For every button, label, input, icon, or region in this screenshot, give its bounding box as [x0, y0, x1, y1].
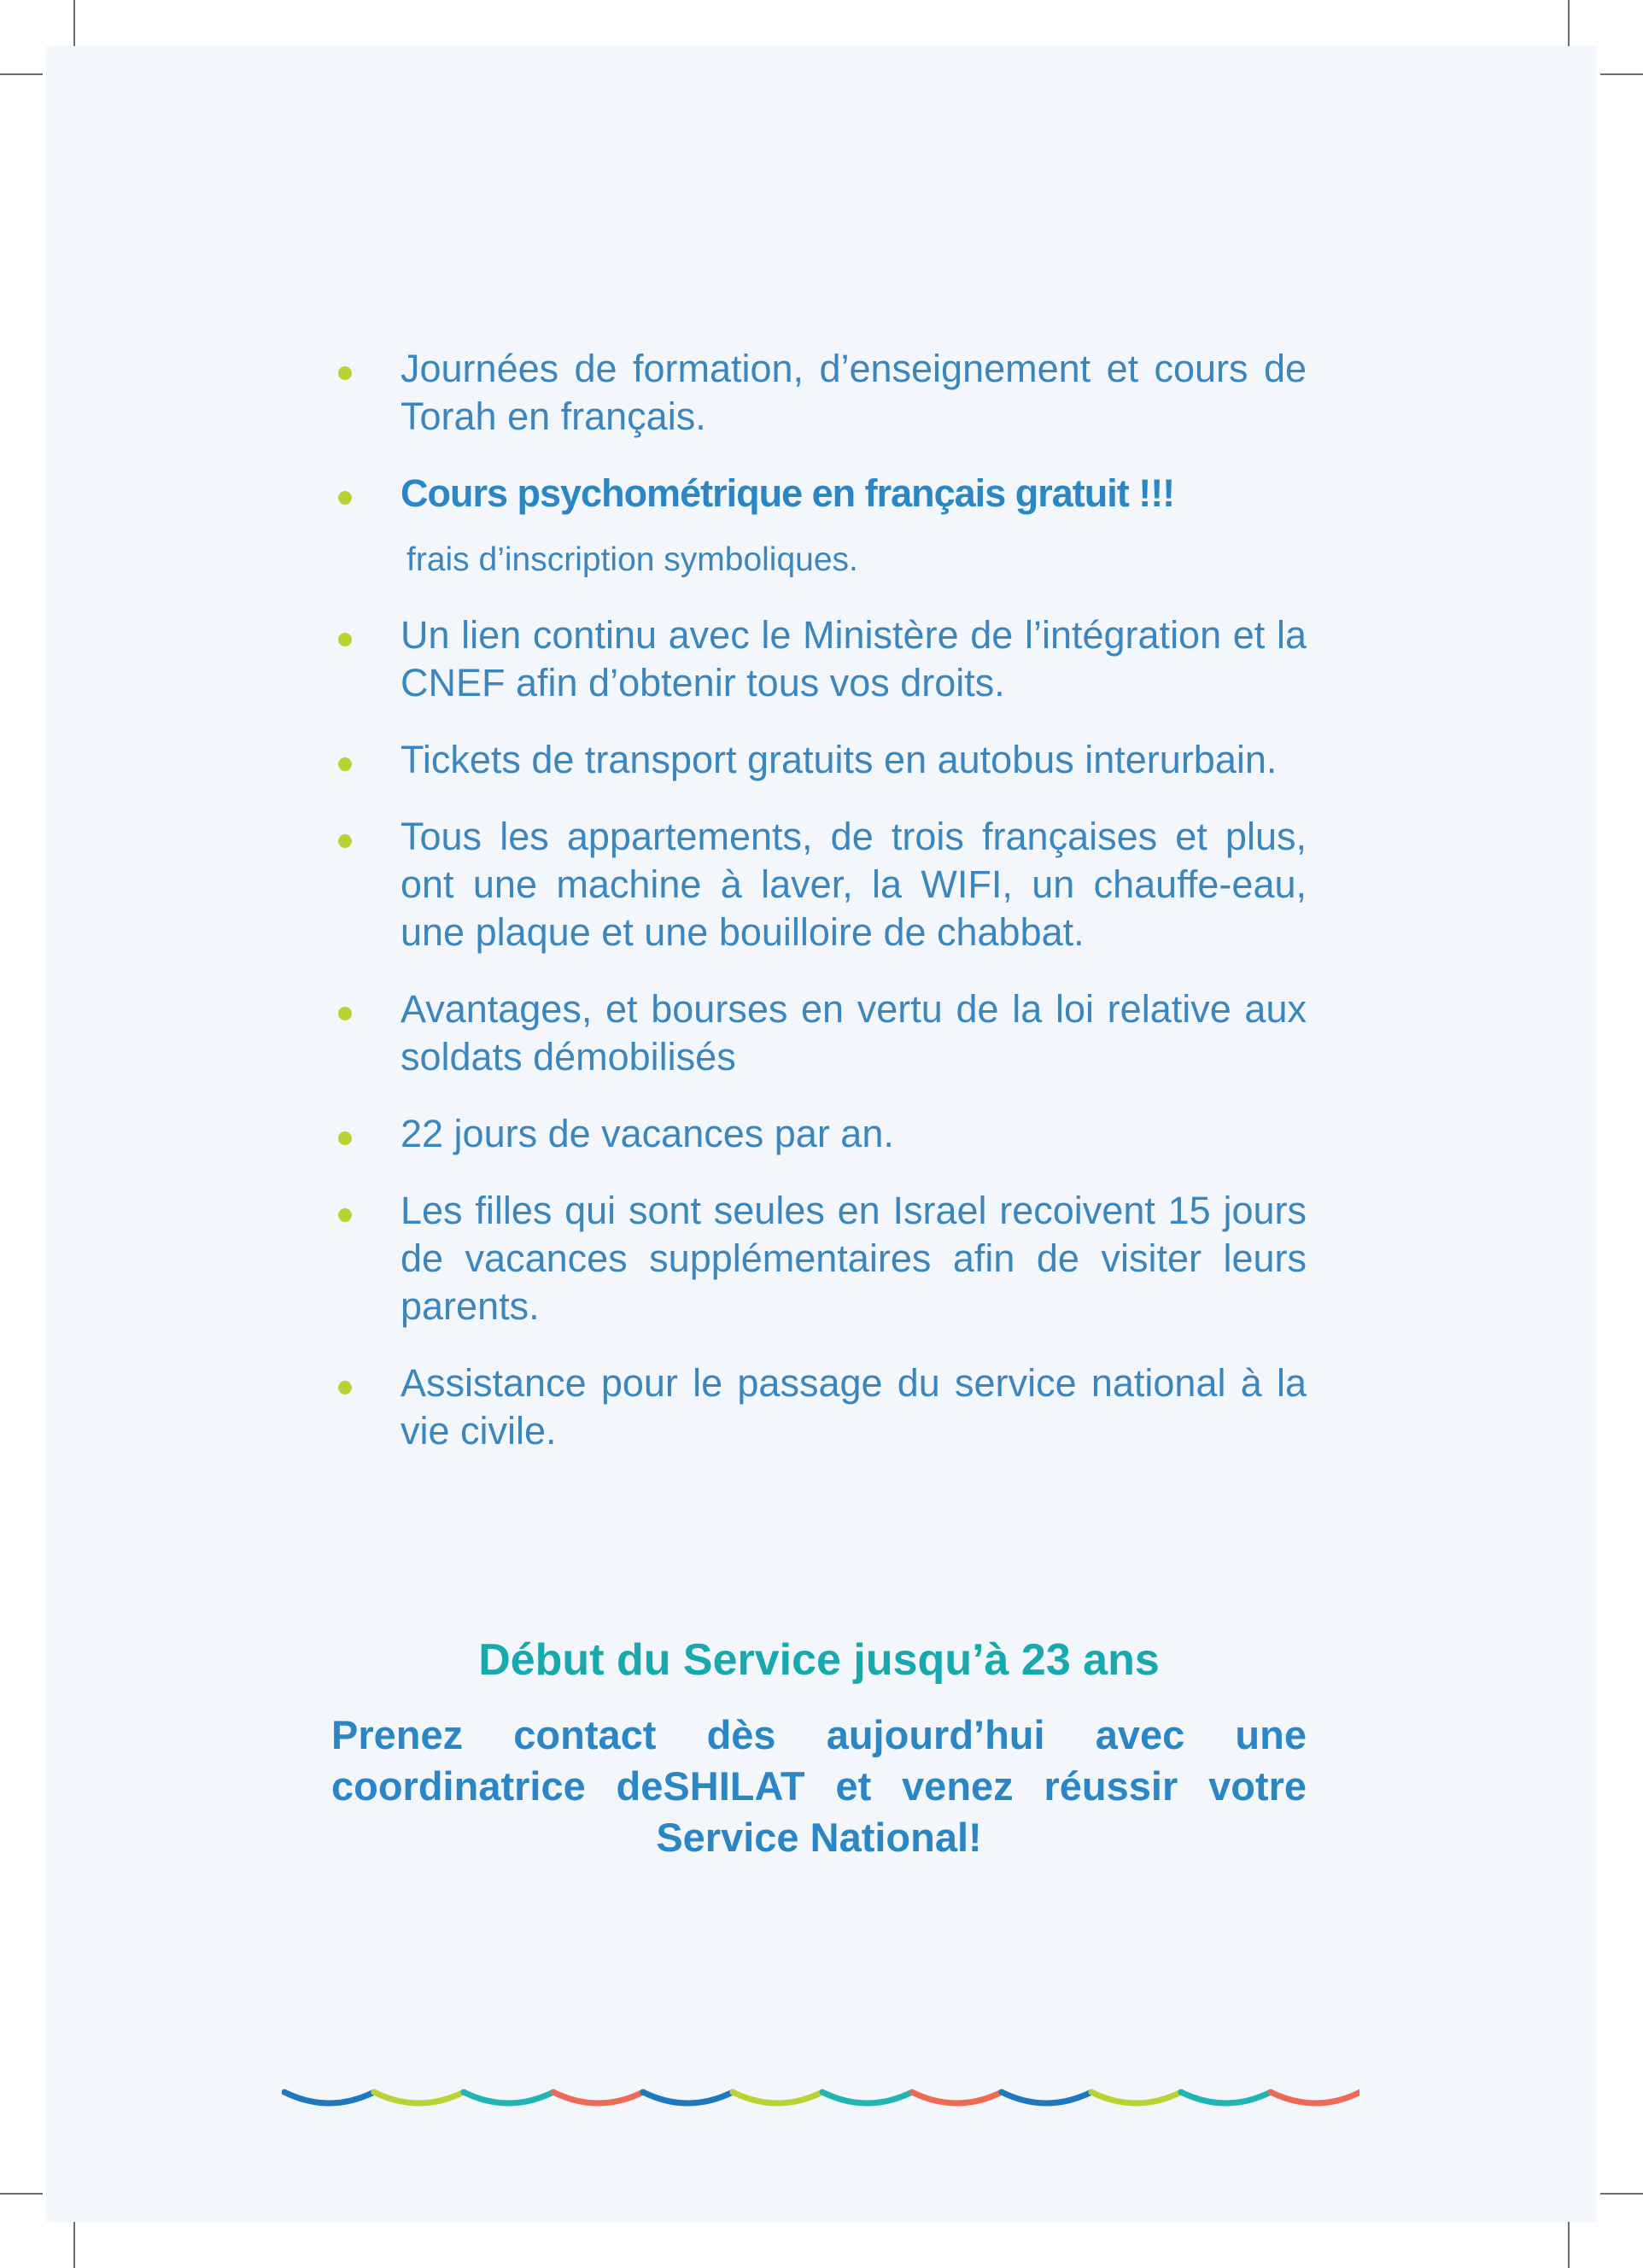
- wave-segment: [1271, 2092, 1359, 2103]
- wave-segment: [553, 2092, 643, 2103]
- crop-mark: [0, 73, 43, 75]
- contact-call-to-action: [331, 1710, 1307, 1863]
- bullet-dot-icon: [338, 1131, 352, 1145]
- list-item: [331, 1187, 1307, 1330]
- wave-decoration-icon: [282, 2084, 1359, 2118]
- wave-segment: [733, 2092, 822, 2103]
- wave-segment: [284, 2092, 374, 2103]
- list-item: [331, 813, 1307, 956]
- list-item-note: frais d’inscription symboliques.: [406, 541, 858, 578]
- cta-line: Service National!: [656, 1815, 982, 1860]
- wave-segment: [464, 2092, 553, 2103]
- cta-line: Prenez contact dès aujourd’hui avec une: [331, 1712, 1307, 1757]
- list-item-text: Tickets de transport gratuits en autobus interurbain.: [401, 738, 1278, 781]
- bullet-dot-icon: [338, 366, 352, 380]
- list-item-text: Journées de formation, d’enseignement et cours de Torah en français.: [401, 347, 1307, 438]
- list-item: [331, 611, 1307, 707]
- list-item-text: Un lien continu avec le Ministère de l’intégration et la CNEF afin d’obtenir tous vos droits.: [401, 613, 1307, 704]
- bullet-dot-icon: [338, 834, 352, 848]
- service-age-heading: Début du Service jusqu’à 23 ans: [478, 1635, 1160, 1685]
- list-item-text: Assistance pour le passage du service national à la vie civile.: [401, 1361, 1307, 1453]
- list-item-text: Les filles qui sont seules en Israel recoivent 15 jours de vacances supplémentaires afin de visiter leurs parents.: [401, 1189, 1307, 1328]
- list-item-text: 22 jours de vacances par an.: [401, 1112, 894, 1155]
- list-item-highlight: [331, 470, 1307, 517]
- wave-segment: [912, 2092, 1002, 2103]
- cta-line: coordinatrice deSHILAT et venez réussir votre: [331, 1763, 1307, 1809]
- bullet-dot-icon: [338, 1208, 352, 1222]
- wave-segment: [374, 2092, 464, 2103]
- wave-segment: [1002, 2092, 1091, 2103]
- crop-mark: [0, 2193, 43, 2195]
- list-item: [331, 736, 1307, 784]
- bullet-dot-icon: [338, 1007, 352, 1020]
- wave-segment: [1181, 2092, 1271, 2103]
- bullet-dot-icon: [338, 757, 352, 771]
- wave-segment: [643, 2092, 733, 2103]
- list-item-text: Cours psychométrique en français gratuit !!!: [401, 471, 1175, 515]
- crop-mark: [1600, 73, 1643, 75]
- bullet-dot-icon: [338, 491, 352, 505]
- list-item-text: Avantages, et bourses en vertu de la loi relative aux soldats démobilisés: [401, 987, 1307, 1078]
- list-item: [331, 1110, 1307, 1158]
- list-item: [331, 345, 1307, 441]
- wave-segment: [1091, 2092, 1181, 2103]
- benefits-list: [331, 345, 1307, 1484]
- list-item-text: Tous les appartements, de trois françaises et plus, ont une machine à laver, la WIFI, un chauffe-eau, une plaque et une bouilloire de chabbat.: [401, 815, 1307, 954]
- wave-segment: [822, 2092, 912, 2103]
- list-item: [331, 985, 1307, 1081]
- bullet-dot-icon: [338, 633, 352, 646]
- bullet-dot-icon: [338, 1381, 352, 1394]
- list-item: [331, 1359, 1307, 1455]
- crop-mark: [1600, 2193, 1643, 2195]
